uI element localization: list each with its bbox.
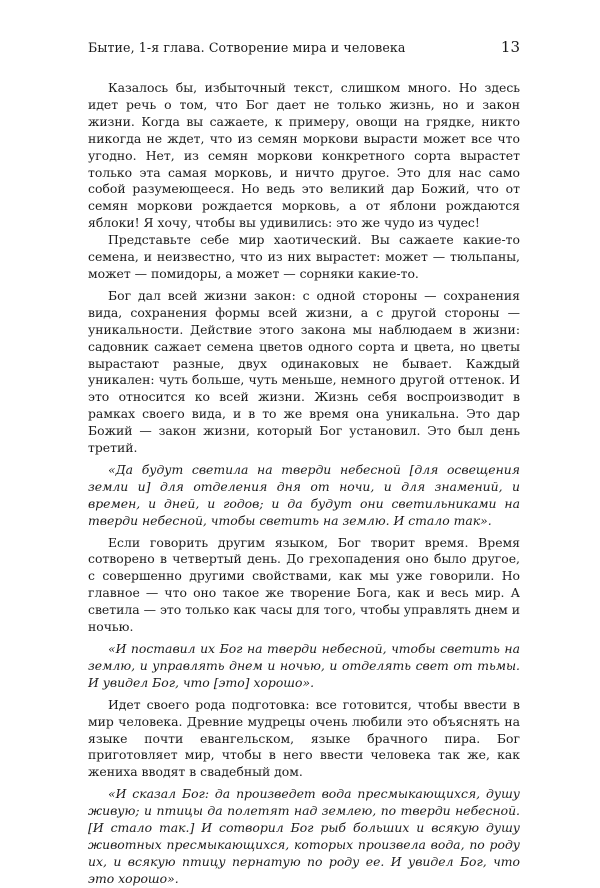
paragraph: Бог дал всей жизни закон: с одной стороны — сохранения вида, сохранения формы всей жизни, а с другой стороны — уникальности. Действие этого закона мы наблюдаем в жизни: садовник сажает семена цветов одного сорта и цвета, но цветы вырастают разные, двух одинаковых не бывает. Каждый уникален: чуть больше, чуть меньше, немного другой оттенок. И это относится ко всей жизни. Жизнь себя воспроизводит в рамках своего вида, и в то же время она уникальна. Это дар Божий — закон жизни, который Бог установил. Это был день третий. — [88, 287, 520, 456]
running-title: Бытие, 1-я глава. Сотворение мира и человека — [88, 40, 406, 55]
paragraph: Казалось бы, избыточный текст, слишком много. Но здесь идет речь о том, что Бог дает не только жизнь, но и закон жизни. Когда вы сажаете, к примеру, овощи на грядке, никто никогда не ждет, что из семян моркови вырасти может все что угодно. Нет, из семян моркови конкретного сорта вырастет только эта самая морковь, и ничто другое. Это для нас само собой разумеющееся. Но ведь это великий дар Божий, что от семян моркови рождается морковь, а от яблони рождаются яблоки! Я хочу, чтобы вы удивились: это же чудо из чудес! — [88, 80, 520, 231]
paragraph: Если говорить другим языком, Бог творит время. Время сотворено в четвертый день. До грехопадения оно было другое, с совершенно другими свойствами, как мы уже говорили. Но главное — что оно такое же творение Бога, как и весь мир. А светила — это только как часы для того, чтобы управлять днем и ночью. — [88, 534, 520, 635]
paragraph: Представьте себе мир хаотический. Вы сажаете какие-то семена, и неизвестно, что из них вырастет: может — тюльпаны, может — помидоры, а может — сорняки какие-то. — [88, 232, 520, 281]
scripture-quote: «Да будут светила на тверди небесной [для освещения земли и] для отделения дня от ночи, и для знамений, и времен, и дней, и годов; и да будут они светильниками на тверди небесной, чтобы светить на землю. И стало так». — [88, 461, 520, 528]
scripture-quote: «И поставил их Бог на тверди небесной, чтобы светить на землю, и управлять днем и ночью, и отделять свет от тьмы. И увидел Бог, что [это] хорошо». — [88, 641, 520, 690]
page-number: 13 — [500, 38, 520, 56]
page-header — [88, 38, 520, 56]
body-text — [88, 80, 520, 888]
scripture-quote: «И сказал Бог: да произведет вода пресмыкающихся, душу живую; и птицы да полетят над землею, по тверди небесной. [И стало так.] И сотворил Бог рыб больших и всякую душу животных пресмыкающихся, которых произвела вода, по роду их, и всякую птицу пернатую по роду ее. И увидел Бог, что это хорошо». — [88, 786, 520, 886]
paragraph: Идет своего рода подготовка: все готовится, чтобы ввести в мир человека. Древние мудрецы очень любили это объяснять на языке почти евангельском, языке брачного пира. Бог приготовляет мир, чтобы в него ввести человека так же, как жениха вводят в свадебный дом. — [88, 696, 520, 780]
